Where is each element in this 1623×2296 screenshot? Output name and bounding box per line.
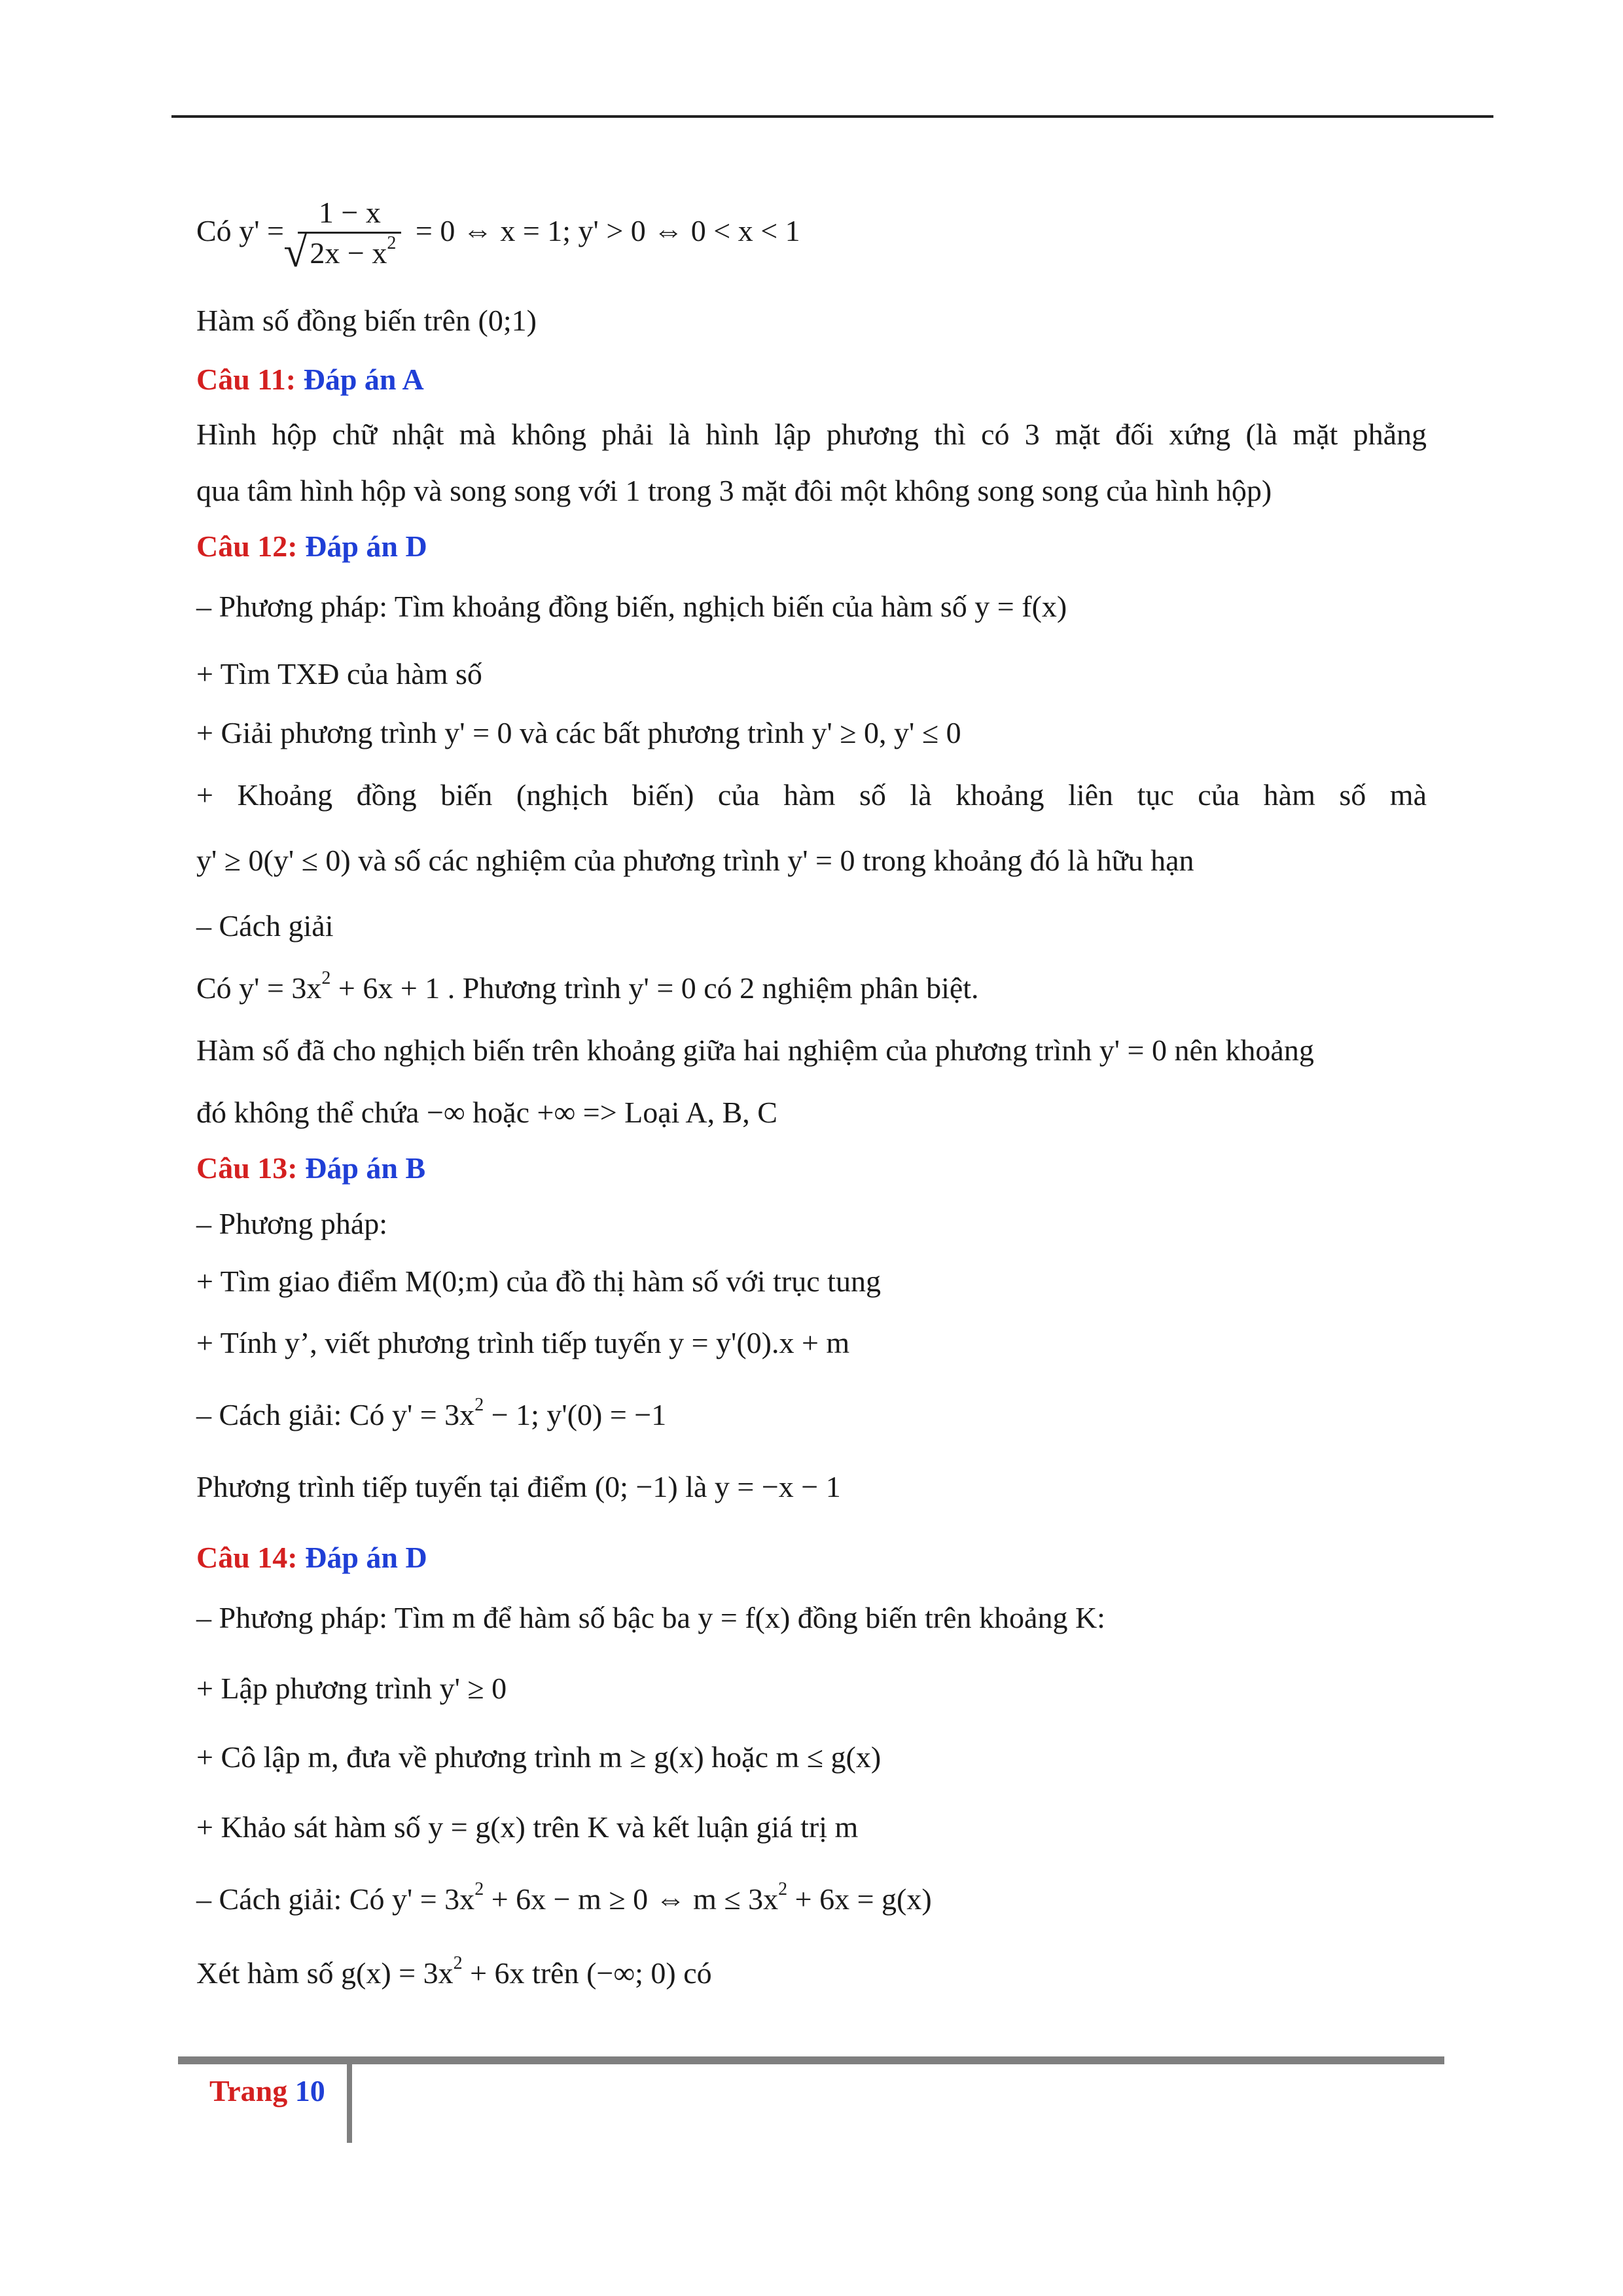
q14-solution: – Cách giải: Có $y' = 3x^2 + 6x - m \ge 0$ ⇔ $m \le 3x^2 + 6x = g(x)$ — [196, 1879, 932, 1916]
q12-step-3: + Khoảng đồng biến (nghịch biến) của hàm số là khoảng liên tục của hàm số mà — [196, 778, 1427, 812]
fraction — [283, 196, 401, 276]
fraction-denominator: √ $2x - x^2$ — [298, 232, 401, 272]
q12-method: – Phương pháp: Tìm khoảng đồng biến, nghịch biến của hàm số y = f(x) — [196, 590, 1067, 623]
q14-step-2: + Cô lập m, đưa về phương trình m ≥ g(x) hoặc m ≤ g(x) — [196, 1740, 882, 1774]
q13-solution: – Cách giải: Có $y' = 3x^2 - 1$; y'(0) = −1 — [196, 1395, 667, 1431]
q12-step-3-cont: y' ≥ 0(y' ≤ 0) và số các nghiệm của phương trình y' = 0 trong khoảng đó là hữu hạn — [196, 844, 1194, 877]
header-rule — [171, 115, 1493, 118]
question-14-heading: Câu 14: Đáp án D — [196, 1541, 427, 1574]
footer-rule — [178, 2056, 1444, 2064]
q12-step-1: + Tìm TXĐ của hàm số — [196, 657, 482, 691]
q12-solution-label: – Cách giải — [196, 909, 334, 942]
q13-step-1: + Tìm giao điểm M(0;m) của đồ thị hàm số với trục tung — [196, 1265, 881, 1298]
equation-text: = 0 ⇔ x = 1; y' > 0 ⇔ 0 < x < 1 — [415, 214, 800, 248]
q11-text-2: qua tâm hình hộp và song song với 1 trong 3 mặt đôi một không song song của hình hộp) — [196, 474, 1272, 507]
q14-step-1: + Lập phương trình y' ≥ 0 — [196, 1672, 507, 1705]
footer-divider — [347, 2064, 352, 2143]
monotonic-conclusion: Hàm số đồng biến trên (0;1) — [196, 304, 537, 337]
derivative-line: Có y' = 1 − x √ $2x - x^2$ = 0 ⇔ x = 1; y' > 0 ⇔ 0 < x < 1 — [196, 196, 800, 276]
q14-step-3: + Khảo sát hàm số y = g(x) trên K và kết luận giá trị m — [196, 1810, 859, 1844]
q11-text-1: Hình hộp chữ nhật mà không phải là hình lập phương thì có 3 mặt đối xứng (là mặt phẳng — [196, 418, 1427, 451]
q14-consider: Xét hàm số $g(x) = 3x^2 + 6x$ trên (−∞; 0) có — [196, 1953, 712, 1990]
q13-step-2: + Tính y’, viết phương trình tiếp tuyến y = y'(0).x + m — [196, 1326, 850, 1359]
q12-step-2: + Giải phương trình y' = 0 và các bất phương trình y' ≥ 0, y' ≤ 0 — [196, 716, 961, 749]
q13-method: – Phương pháp: — [196, 1207, 388, 1240]
q12-solution-1: Có $y' = 3x^2 + 6x + 1$ . Phương trình y' = 0 có 2 nghiệm phân biệt. — [196, 968, 979, 1005]
question-12-heading: Câu 12: Đáp án D — [196, 529, 427, 563]
question-13-heading: Câu 13: Đáp án B — [196, 1151, 426, 1185]
fraction-numerator: 1 − x — [318, 196, 381, 229]
sqrt-icon: √ — [283, 228, 308, 276]
question-11-heading: Câu 11: Đáp án A — [196, 363, 424, 396]
page-number: Trang 10 — [209, 2074, 325, 2108]
q14-method: – Phương pháp: Tìm m để hàm số bậc ba y = f(x) đồng biến trên khoảng K: — [196, 1601, 1105, 1634]
q13-result: Phương trình tiếp tuyến tại điểm (0; −1) là y = −x − 1 — [196, 1470, 841, 1503]
q12-solution-3: đó không thể chứa −∞ hoặc +∞ => Loại A, B, C — [196, 1096, 777, 1129]
text: Có — [196, 214, 232, 248]
q12-solution-2: Hàm số đã cho nghịch biến trên khoảng giữa hai nghiệm của phương trình y' = 0 nên khoảng — [196, 1033, 1314, 1067]
